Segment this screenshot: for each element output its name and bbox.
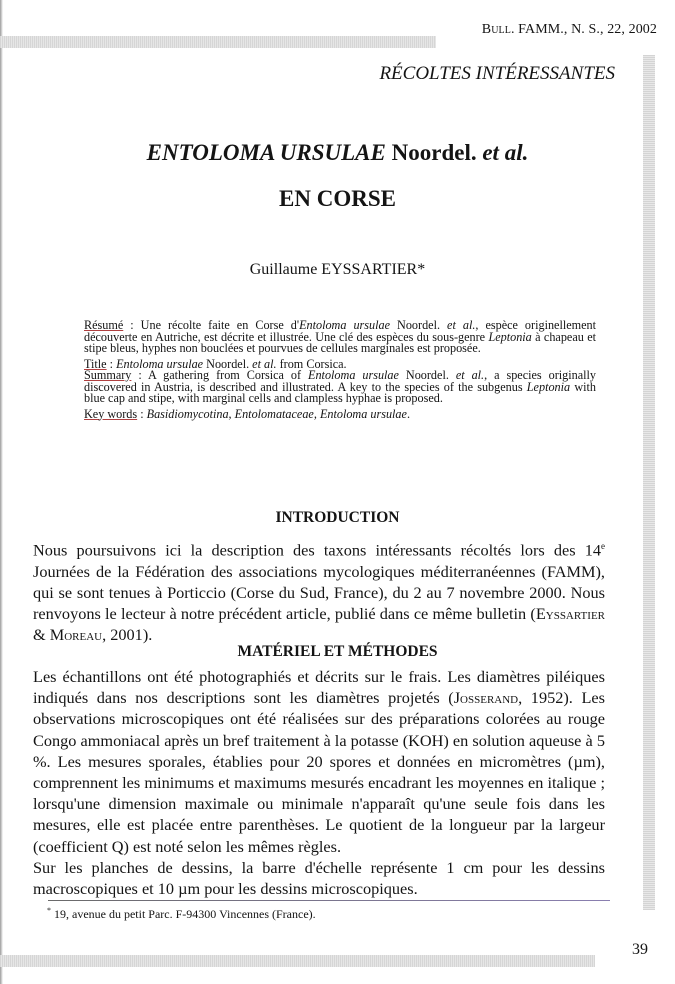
resume-et-al: et al.	[447, 318, 476, 332]
resume-subgenus: Leptonia	[488, 329, 532, 344]
article-subtitle: EN CORSE	[279, 186, 396, 211]
summary-paragraph	[84, 370, 596, 405]
resume-species: Entoloma ursulae	[299, 318, 391, 332]
introduction-heading: INTRODUCTION	[275, 509, 400, 526]
abstract-block	[84, 320, 596, 424]
title-authority: Noordel.	[385, 140, 483, 165]
introduction-body	[33, 536, 605, 645]
methods-text: , 1952). Les observations microscopiques ont été réalisées sur des préparations colorées au rouge Congo ammoniacal après un bref traitement à la potasse (KOH) en solution aqueuse à 5 %. Les mesures sporales, établies pour 20 spores et données en micromètres (µm), comprennent les minimums et maximums mesurés encadrant les moyennes en italique ; lorsqu'une dimension maximale ou minimale n'apparaît qu'une seule fois dans les mesures, elle est placée entre parenthèses. Le quotient de la longueur par la largeur (coefficient Q) est noté selon les mêmes règles.	[33, 688, 605, 856]
summary-label: Summary	[84, 368, 132, 382]
journal-abbrev: Bull.	[481, 22, 515, 37]
title-et-al: et al.	[252, 356, 277, 371]
journal-citation	[482, 22, 657, 38]
title-species: Entoloma ursulae	[116, 356, 204, 371]
summary-species: Entoloma ursulae	[308, 368, 399, 382]
resume-paragraph	[84, 320, 596, 355]
title-text: Noordel.	[203, 356, 253, 371]
summary-text: with blue cap and stipe, with marginal cells and clampless hyphae is proposed.	[84, 379, 596, 405]
summary-subgenus: Leptonia	[526, 379, 571, 394]
keywords-label: Key words	[84, 406, 138, 421]
journal-issue: FAMM., N. S., 22, 2002	[514, 22, 657, 37]
section-label: RÉCOLTES INTÉRESSANTES	[379, 63, 615, 84]
resume-text: Noordel.	[390, 318, 448, 332]
footnote-rule	[48, 900, 610, 901]
footnote	[47, 906, 316, 922]
title-et-al: et al.	[482, 140, 529, 165]
summary-et-al: et al.	[455, 368, 485, 382]
methods-paragraph-2: Sur les planches de dessins, la barre d'échelle représente 1 cm pour les dessins macroscopiques et 10 µm pour les dessins microscopiques.	[33, 857, 605, 899]
intro-text: Journées de la Fédération des associations mycologiques méditerranéennes (FAMM), qui se sont tenues à Porticcio (Corse du Sud, France), du 2 au 7 novembre 2000. Nous renvoyons le lecteur à notre précédent article, publié dans ce même bulletin (	[33, 561, 605, 624]
margin-rule-bar	[643, 55, 655, 910]
methods-citation-author: Josserand	[453, 688, 519, 708]
title-species: ENTOLOMA URSULAE	[146, 140, 386, 165]
summary-text: : A gathering from Corsica of	[131, 368, 309, 382]
footnote-marker: *	[47, 906, 51, 915]
keywords-list: Basidiomycotina, Entolomataceae, Entoloma ursulae	[146, 406, 407, 421]
methods-text: Les échantillons ont été photographiés et décrits sur le frais. Les diamètres piléiques indiqués dans nos descriptions sont les diamètres projetés (	[33, 667, 605, 708]
methods-paragraph-1	[33, 666, 605, 857]
introduction-paragraph	[33, 536, 605, 645]
article-title	[0, 140, 675, 166]
resume-text: , espèce originellement découverte en Autriche, est décrite et illustrée. Une clé des espèces du sous-genre	[84, 318, 597, 344]
resume-label: Résumé	[84, 318, 124, 332]
summary-text: Noordel.	[398, 368, 456, 382]
footnote-text: 19, avenue du petit Parc. F-94300 Vincennes (France).	[51, 907, 316, 921]
intro-text: , 2001).	[102, 625, 153, 645]
intro-citation-authors: Eyssartier & Moreau	[33, 604, 605, 645]
author-name: Guillaume EYSSARTIER*	[249, 261, 426, 278]
title-text: from Corsica.	[276, 356, 347, 371]
intro-text: Nous poursuivons ici la description des taxons intéressants récoltés lors des 14	[33, 540, 601, 560]
methods-body	[33, 666, 605, 899]
methods-heading: MATÉRIEL ET MÉTHODES	[237, 643, 438, 660]
header-rule-bar	[0, 36, 436, 48]
summary-text: , a species originally discovered in Austria, is described and illustrated. A key to the species of the subgenus	[84, 368, 596, 394]
resume-text: à chapeau et stipe bleus, hyphes non bouclées et pourvues de cellules marginales est proposée.	[84, 329, 596, 355]
keywords-text: :	[137, 406, 147, 421]
footer-rule-bar	[0, 955, 595, 967]
title-label: Title	[84, 356, 107, 371]
intro-superscript: e	[601, 541, 605, 551]
keywords-paragraph	[84, 406, 596, 421]
title-text: :	[106, 356, 117, 371]
keywords-text: .	[406, 406, 410, 421]
page-number: 39	[632, 941, 648, 958]
resume-text: : Une récolte faite en Corse d'	[123, 318, 300, 332]
